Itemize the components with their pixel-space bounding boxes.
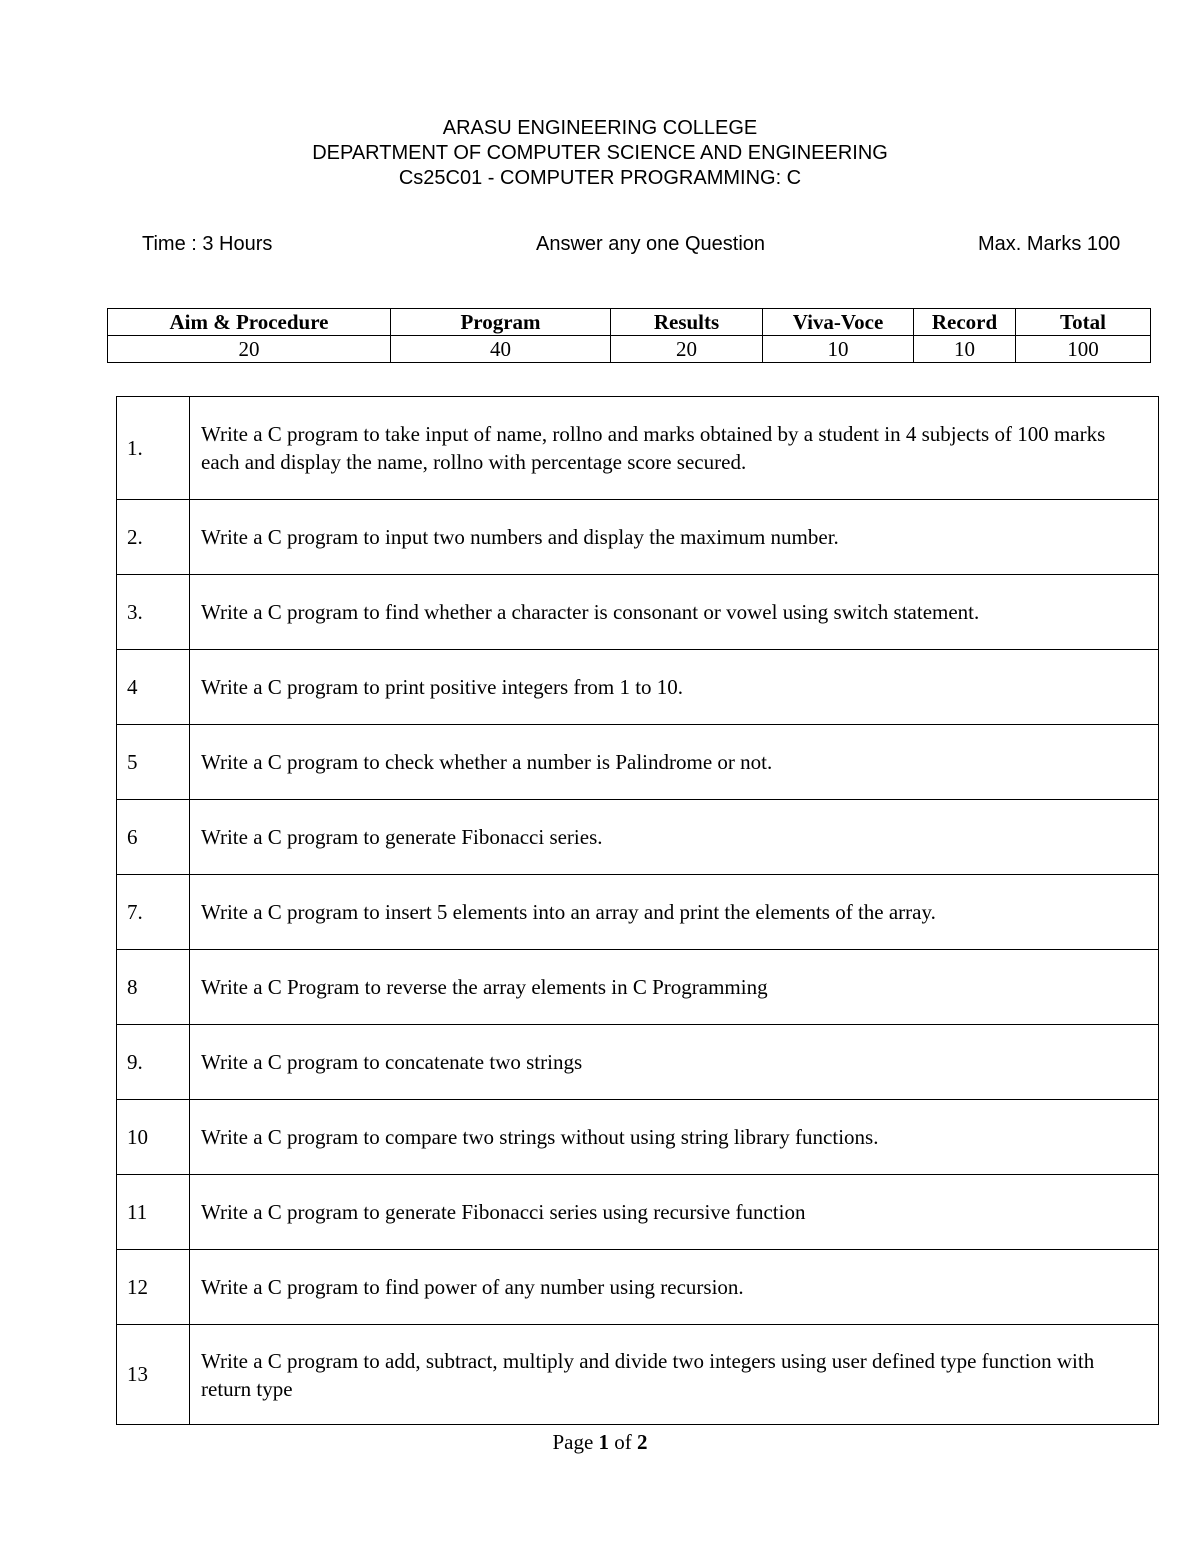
question-number: 6 — [117, 800, 190, 875]
question-row — [117, 725, 1159, 800]
question-number: 9. — [117, 1025, 190, 1100]
question-number: 2. — [117, 500, 190, 575]
question-text: Write a C program to take input of name, rollno and marks obtained by a student in 4 subjects of 100 marks each and display the name, rollno with percentage score secured. — [190, 397, 1159, 500]
course-title: Cs25C01 - COMPUTER PROGRAMMING: C — [398, 167, 802, 189]
question-number: 11 — [117, 1175, 190, 1250]
question-row — [117, 1250, 1159, 1325]
question-number: 7. — [117, 875, 190, 950]
question-row — [117, 1175, 1159, 1250]
question-row — [117, 650, 1159, 725]
exam-instruction: Answer any one Question — [536, 233, 766, 255]
question-text: Write a C Program to reverse the array elements in C Programming — [190, 950, 1159, 1025]
page-footer — [0, 1430, 1200, 1455]
marks-header-row — [108, 309, 1151, 336]
marks-value-cell: 100 — [1016, 336, 1151, 363]
question-text: Write a C program to insert 5 elements into an array and print the elements of the array. — [190, 875, 1159, 950]
page-current: 1 — [598, 1430, 610, 1454]
marks-value-cell: 10 — [914, 336, 1016, 363]
marks-value-cell: 10 — [763, 336, 914, 363]
question-row — [117, 397, 1159, 500]
marks-header-cell: Program — [391, 309, 611, 336]
question-number: 12 — [117, 1250, 190, 1325]
question-row — [117, 875, 1159, 950]
questions-table — [116, 396, 1159, 1425]
marks-header-cell: Viva-Voce — [763, 309, 914, 336]
marks-value-cell: 20 — [108, 336, 391, 363]
question-row — [117, 800, 1159, 875]
of-label: of — [614, 1430, 632, 1454]
max-marks: Max. Marks 100 — [978, 233, 1121, 255]
marks-value-row — [108, 336, 1151, 363]
page-total: 2 — [637, 1430, 648, 1454]
question-row — [117, 500, 1159, 575]
college-name: ARASU ENGINEERING COLLEGE — [442, 117, 758, 139]
question-text: Write a C program to add, subtract, multiply and divide two integers using user defined type function with return type — [190, 1325, 1159, 1425]
question-text: Write a C program to find whether a character is consonant or vowel using switch statement. — [190, 575, 1159, 650]
question-number: 1. — [117, 397, 190, 500]
question-text: Write a C program to concatenate two strings — [190, 1025, 1159, 1100]
question-text: Write a C program to generate Fibonacci series. — [190, 800, 1159, 875]
question-row — [117, 1025, 1159, 1100]
question-row — [117, 950, 1159, 1025]
question-text: Write a C program to compare two strings without using string library functions. — [190, 1100, 1159, 1175]
question-number: 5 — [117, 725, 190, 800]
marks-header-cell: Aim & Procedure — [108, 309, 391, 336]
marks-header-cell: Record — [914, 309, 1016, 336]
marks-value-cell: 20 — [611, 336, 763, 363]
question-number: 10 — [117, 1100, 190, 1175]
question-text: Write a C program to check whether a number is Palindrome or not. — [190, 725, 1159, 800]
exam-time: Time : 3 Hours — [142, 233, 273, 255]
question-text: Write a C program to find power of any number using recursion. — [190, 1250, 1159, 1325]
question-text: Write a C program to print positive integers from 1 to 10. — [190, 650, 1159, 725]
page-label: Page — [552, 1430, 594, 1454]
department-name: DEPARTMENT OF COMPUTER SCIENCE AND ENGINEERING — [312, 142, 888, 164]
question-number: 8 — [117, 950, 190, 1025]
question-row — [117, 1325, 1159, 1425]
marks-distribution-table — [107, 308, 1151, 363]
question-text: Write a C program to generate Fibonacci series using recursive function — [190, 1175, 1159, 1250]
question-text: Write a C program to input two numbers and display the maximum number. — [190, 500, 1159, 575]
question-number: 13 — [117, 1325, 190, 1425]
question-row — [117, 575, 1159, 650]
question-row — [117, 1100, 1159, 1175]
document-header — [0, 116, 1200, 191]
question-number: 4 — [117, 650, 190, 725]
marks-value-cell: 40 — [391, 336, 611, 363]
marks-header-cell: Total — [1016, 309, 1151, 336]
marks-header-cell: Results — [611, 309, 763, 336]
question-number: 3. — [117, 575, 190, 650]
